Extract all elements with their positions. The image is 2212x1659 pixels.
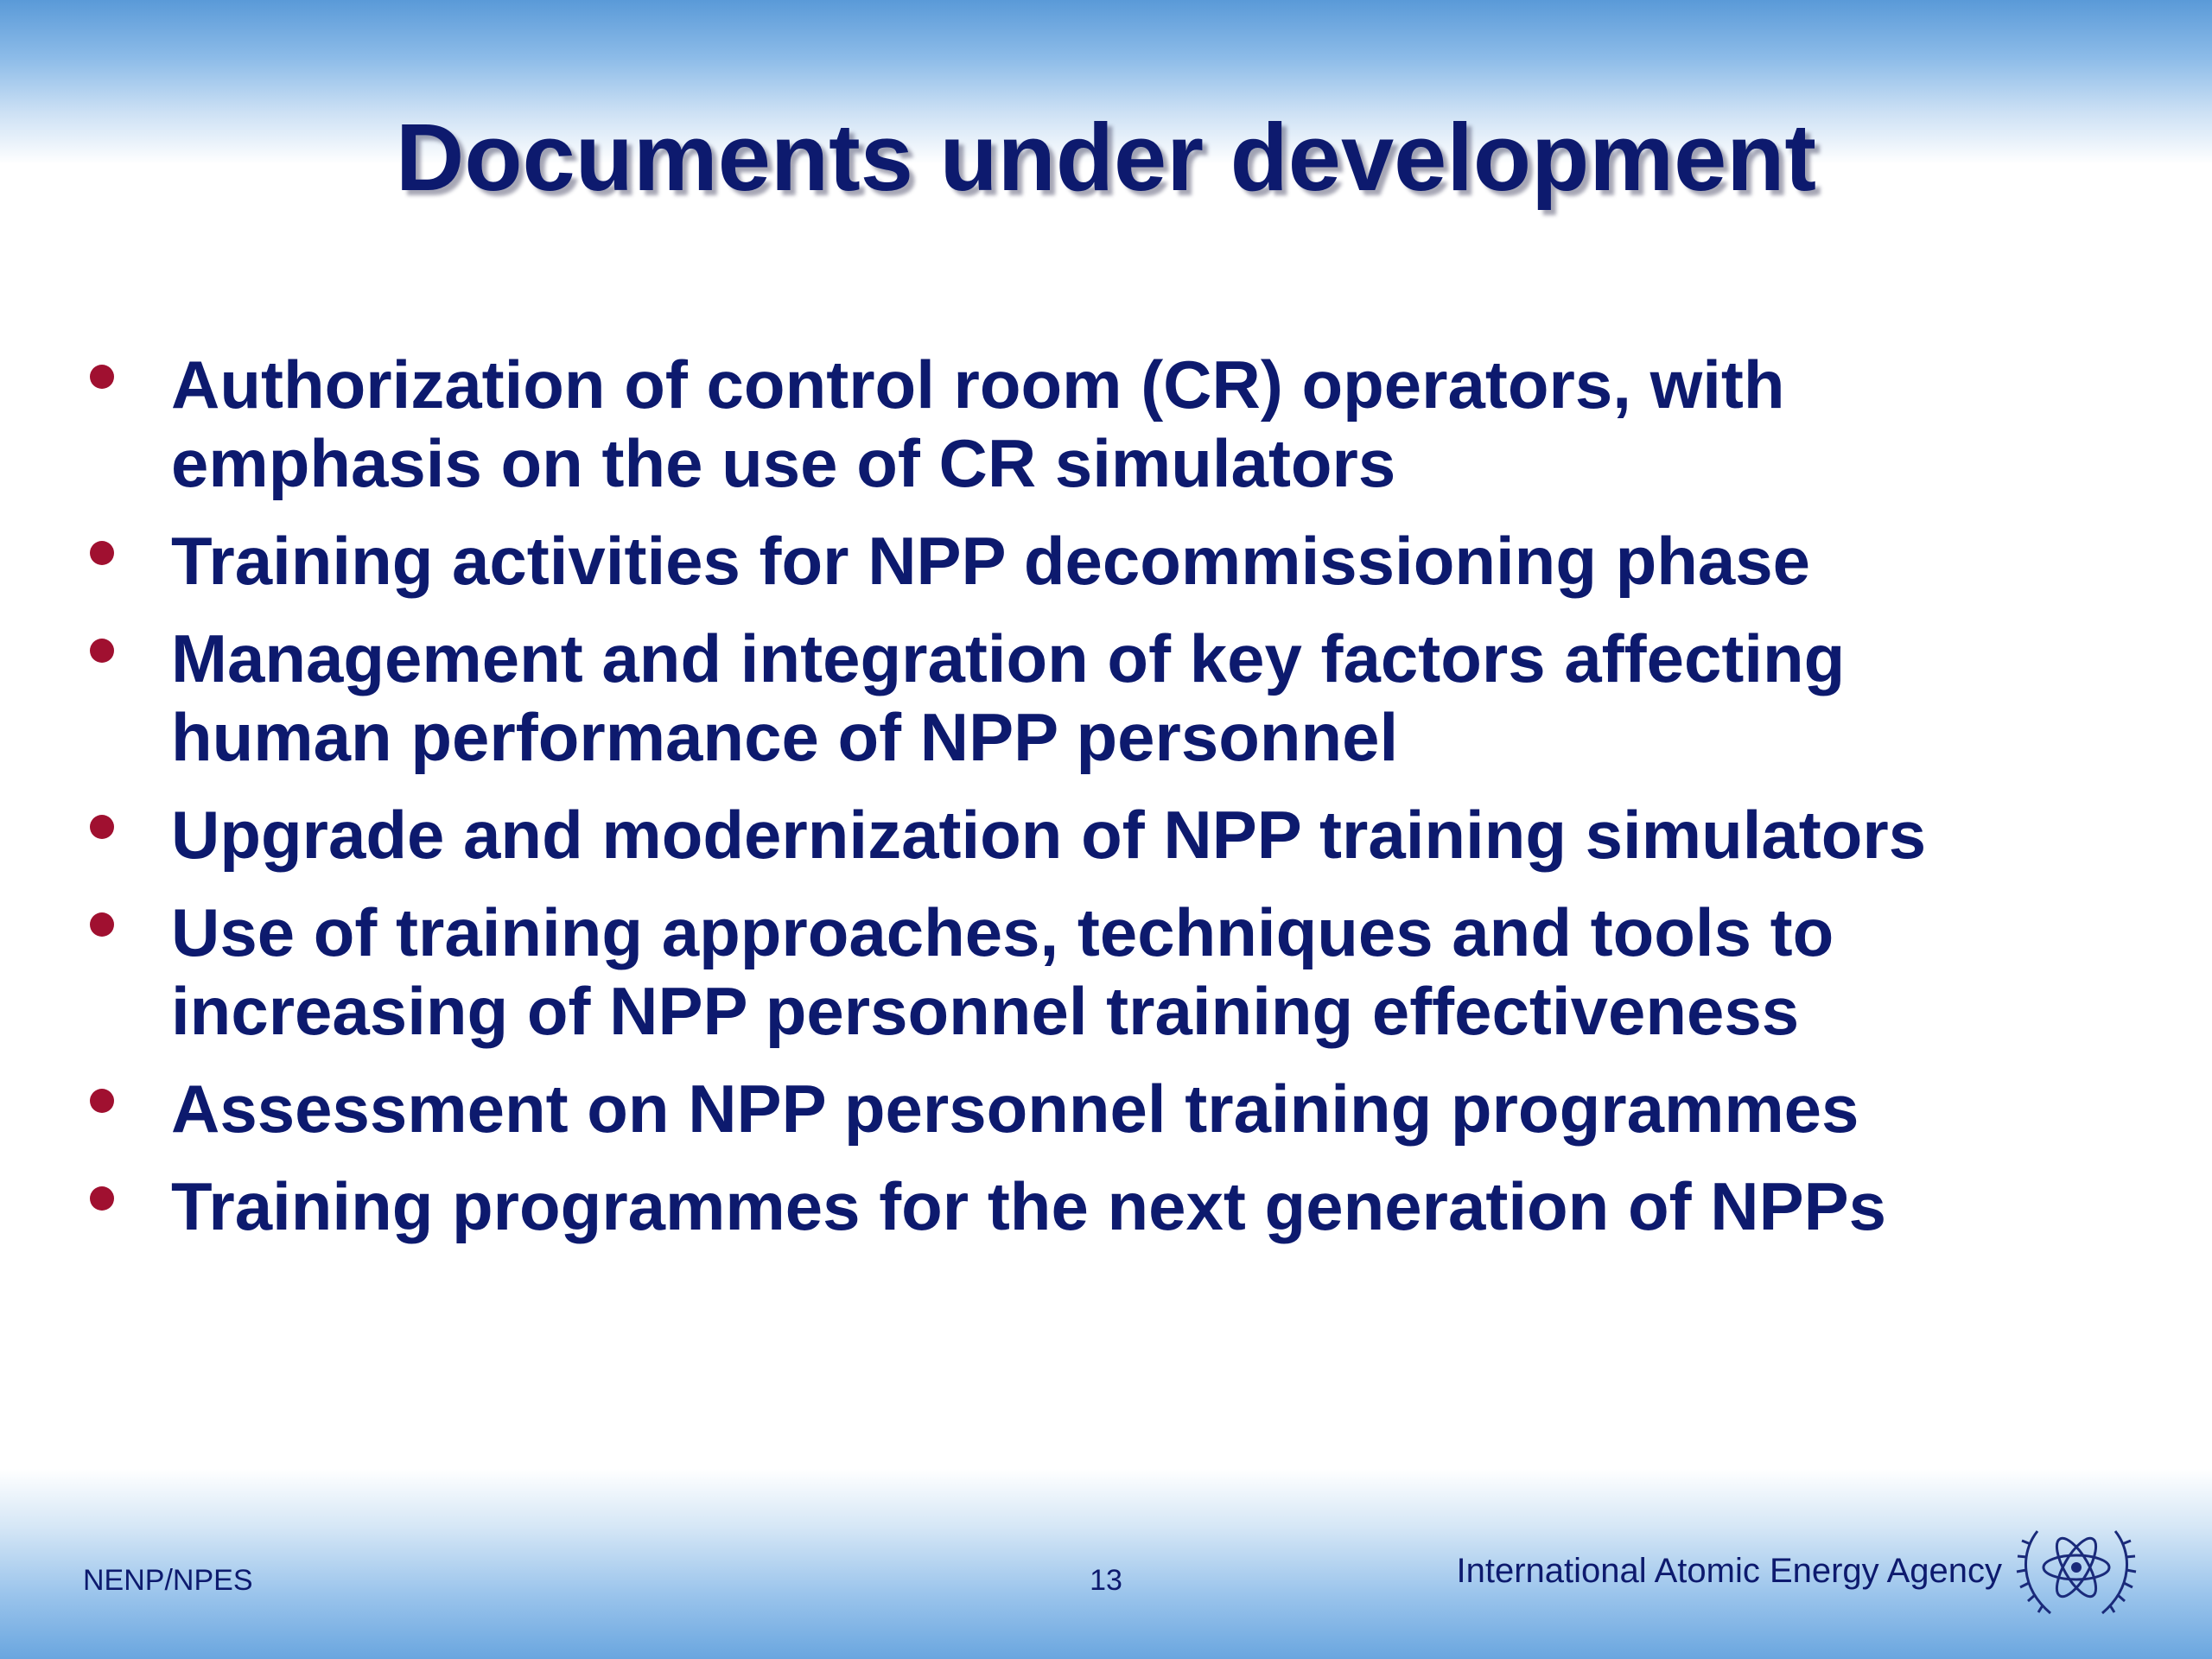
footer-department-label: NENP/NPES	[83, 1564, 253, 1597]
bullet-dot-icon	[90, 639, 114, 663]
bullet-dot-icon	[90, 815, 114, 839]
bullet-item	[86, 796, 2126, 874]
page-number: 13	[1090, 1564, 1122, 1597]
bullet-item	[86, 1070, 2126, 1148]
agency-name: International Atomic Energy Agency	[1456, 1552, 2002, 1590]
bullet-text-line: Training activities for NPP decommissioning phase	[171, 523, 1811, 599]
bullet-item	[86, 620, 2126, 777]
bullet-item	[86, 1167, 2126, 1246]
bullet-dot-icon	[90, 1186, 114, 1211]
bullet-text-line: Use of training approaches, techniques and tools to	[171, 894, 1834, 970]
bullet-dot-icon	[90, 365, 114, 389]
bullet-text-line: Training programmes for the next generation of NPPs	[171, 1168, 1887, 1244]
bullet-dot-icon	[90, 541, 114, 565]
bullet-dot-icon	[90, 1089, 114, 1113]
iaea-logo-icon	[2012, 1514, 2141, 1626]
bullet-text-line: Management and integration of key factors affecting	[171, 620, 1846, 696]
bullet-text-line: human performance of NPP personnel	[171, 699, 1399, 775]
slide-title: Documents under development	[395, 105, 1817, 211]
bullet-text-line: Authorization of control room (CR) operators, with	[171, 346, 1785, 423]
bullet-text-line: Assessment on NPP personnel training programmes	[171, 1071, 1859, 1147]
bullet-list	[86, 346, 2126, 1265]
bullet-text-line: emphasis on the use of CR simulators	[171, 425, 1396, 501]
bullet-text-line: Upgrade and modernization of NPP training simulators	[171, 797, 1927, 873]
bullet-dot-icon	[90, 912, 114, 937]
bullet-text-line: increasing of NPP personnel training effectiveness	[171, 973, 1800, 1049]
bullet-item	[86, 893, 2126, 1051]
bullet-item	[86, 522, 2126, 601]
bullet-item	[86, 346, 2126, 503]
